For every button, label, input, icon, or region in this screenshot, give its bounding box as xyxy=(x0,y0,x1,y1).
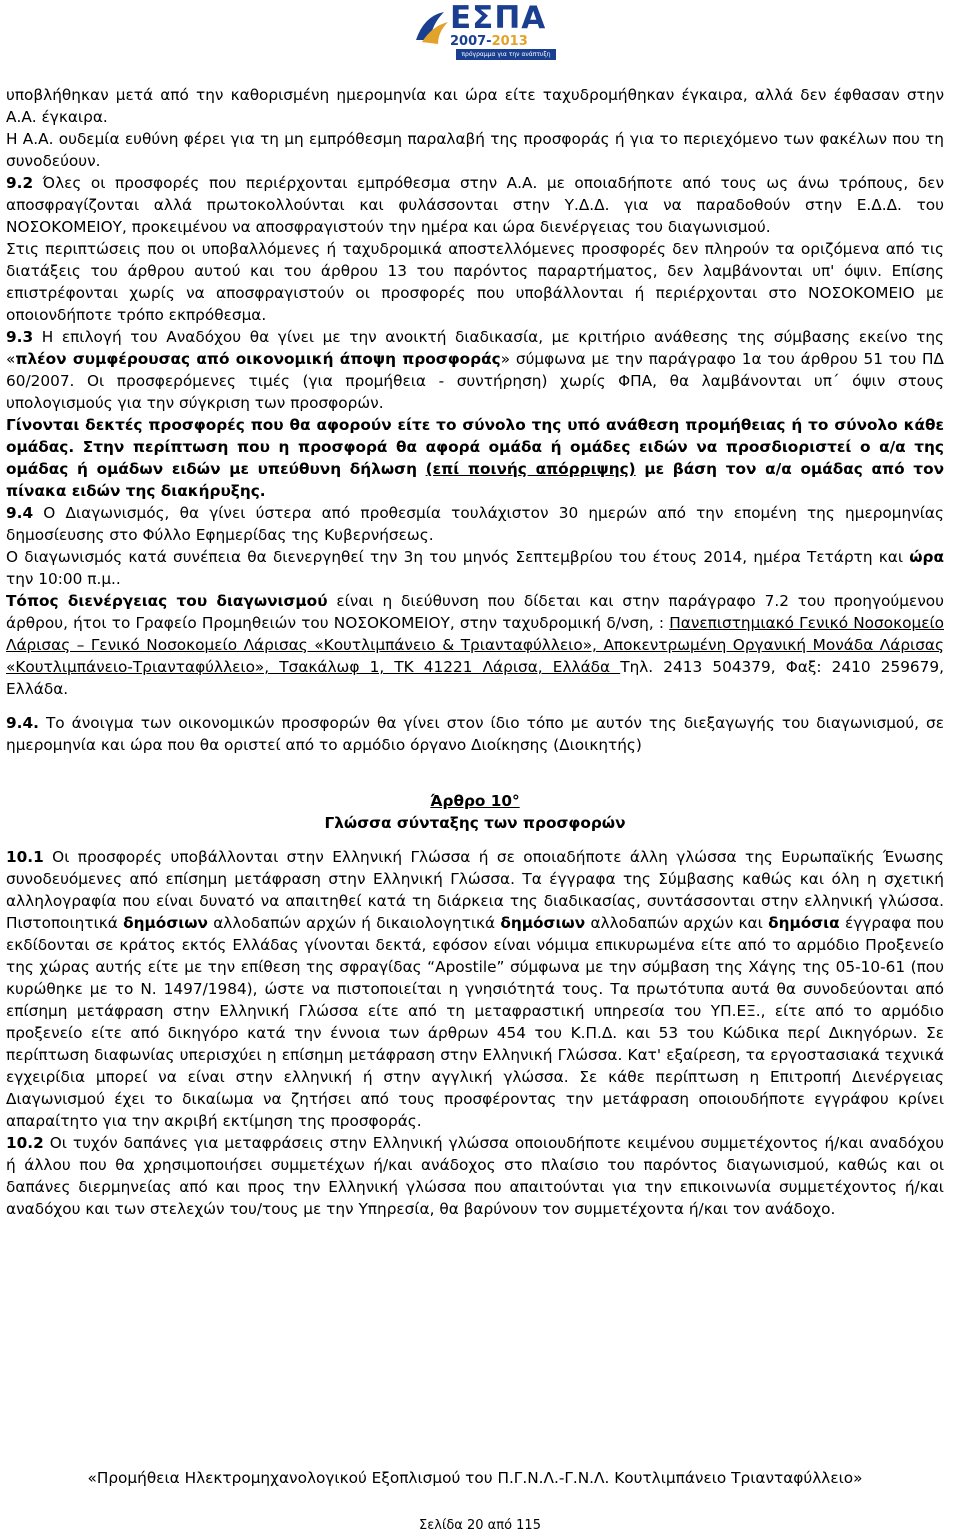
article-number: Άρθρο 10° xyxy=(430,792,520,810)
footer-project-title: «Προμήθεια Ηλεκτρομηχανολογικού Εξοπλισμού του Π.Γ.Ν.Λ.-Γ.Ν.Λ. Κουτλιμπάνειο Τριανταφύλλειο» xyxy=(87,1469,863,1487)
page-number: Σελίδα 20 από 115 xyxy=(419,1518,541,1533)
paragraph-9-4: 9.4 Ο Διαγωνισμός, θα γίνει ύστερα από προθεσμία τουλάχιστον 30 ημερών από την επομένη της ημερομηνίας δημοσίευσης στο Φύλλο Εφημερίδας της Κυβερνήσεως. xyxy=(6,504,944,544)
paragraph-9-3: 9.3 Η επιλογή του Αναδόχου θα γίνει με την ανοικτή διαδικασία, με κριτήριο ανάθεσης της σύμβασης εκείνο της «πλέον συμφέρουσας από οικονομική άποψη προσφοράς» σύμφωνα με την παράγραφο 1α του άρθρου 51 του ΠΔ 60/2007. Οι προσφερόμενες τιμές (για προμήθεια - συντήρηση) χωρίς ΦΠΑ, θα λαμβάνονται υπ΄ όψιν στους υπολογισμούς για την σύγκριση των προσφορών. xyxy=(6,328,944,412)
paragraph: Στις περιπτώσεις που οι υποβαλλόμενες ή ταχυδρομικά αποστελλόμενες προσφορές δεν πληρούν τα οριζόμενα από τις διατάξεις του άρθρου αυτού και του άρθρου 13 του παρόντος παραρτήματος, δεν λαμβάνονται υπ' όψιν. Επίσης επιστρέφονται χωρίς να αποσφραγιστούν οι προσφορές που υποβάλλονται ή περιέρχονται στο ΝΟΣΟΚΟΜΕΙΟ με οποιονδήποτε τρόπο εκπρόθεσμα. xyxy=(6,240,944,324)
paragraph-location: Τόπος διενέργειας του διαγωνισμού είναι η διεύθυνση που δίδεται και στην παράγραφο 7.2 του προηγούμενου άρθρου, ήτοι το Γραφείο Προμηθειών του ΝΟΣΟΚΟΜΕΙΟΥ, στην ταχυδρομική δ/νση, : Πανεπιστημιακό Γενικό Νοσοκομείο Λάρισας – Γενικό Νοσοκομείο Λάρισας «Κουτλιμπάνειο & Τριανταφύλλειο», Αποκεντρωμένη Οργανική Μονάδα Λάρισας «Κουτλιμπάνειο-Τριανταφύλλειο», Τσακάλωφ 1, ΤΚ 41221 Λάρισα, Ελλάδα Τηλ. 2413 504379, Φαξ: 2410 259679, Ελλάδα. xyxy=(6,592,944,698)
logo-text: ΕΣΠΑ xyxy=(450,0,547,36)
paragraph: Ο διαγωνισμός κατά συνέπεια θα διενεργηθεί την 3η του μηνός Σεπτεμβρίου του έτους 2014, ημέρα Τετάρτη και ώρα την 10:00 π.μ.. xyxy=(6,548,944,588)
logo-years: 2007-2013 xyxy=(450,34,528,49)
espa-emblem-icon xyxy=(410,6,450,46)
article-title: Γλώσσα σύνταξης των προσφορών xyxy=(324,814,626,832)
paragraph-bold: Γίνονται δεκτές προσφορές που θα αφορούν είτε το σύνολο της υπό ανάθεση προμήθειας ή το σύνολο κάθε ομάδας. Στην περίπτωση που η προσφορά θα αφορά ομάδα ή ομάδες ειδών να προσδιοριστεί ο α/α της ομάδας ή ομάδων ειδών με υπεύθυνη δήλωση (επί ποινής απόρριψης) με βάση τον α/α ομάδας από τον πίνακα ειδών της διακήρυξης. xyxy=(6,416,944,500)
document-body xyxy=(6,84,944,1220)
espa-logo xyxy=(410,0,560,62)
paragraph-9-4b: 9.4. Το άνοιγμα των οικονομικών προσφορών θα γίνει στον ίδιο τόπο με αυτόν της διεξαγωγής του διαγωνισμού, σε ημερομηνία και ώρα που θα οριστεί από το αρμόδιο όργανο Διοίκησης (Διοικητής) xyxy=(6,714,944,754)
paragraph: Η Α.Α. ουδεμία ευθύνη φέρει για τη μη εμπρόθεσμη παραλαβή της προσφοράς ή για το περιεχόμενο των φακέλων που τη συνοδεύουν. xyxy=(6,130,944,170)
paragraph-10-1: 10.1 Οι προσφορές υποβάλλονται στην Ελληνική Γλώσσα ή σε οποιαδήποτε άλλη γλώσσα της Ευρωπαϊκής Ένωσης συνοδευόμενες από επίσημη μετάφραση στην Ελληνική Γλώσσα. Τα έγγραφα της Σύμβασης καθώς και όλη η σχετική αλληλογραφία που είναι δυνατό να απαιτηθεί κατά τη διάρκεια της διαδικασίας, συντάσσονται στην ελληνική γλώσσα. Πιστοποιητικά δημόσιων αλλοδαπών αρχών ή δικαιολογητικά δημόσιων αλλοδαπών αρχών και δημόσια έγγραφα που εκδίδονται σε κράτος εκτός Ελλάδας γίνονται δεκτά, εφόσον είναι νόμιμα επικυρωμένα είτε από το αρμόδιο Προξενείο της χώρας αυτής είτε με την επίθεση της σφραγίδας “Apostile” σύμφωνα με την σύμβαση της Χάγης της 05-10-61 (που κυρώθηκε με το Ν. 1497/1984), ώστε να πιστοποιείται η γνησιότητά τους. Τα πρωτότυπα αυτά θα συνοδεύονται από επίσημη μετάφραση στην Ελληνική Γλώσσα είτε από τη μεταφραστική υπηρεσία του ΥΠ.ΕΞ., είτε από το αρμόδιο προξενείο είτε από δικηγόρο κατά την έννοια των άρθρων 454 του Κ.Π.Δ. και 53 του Κώδικα περί Δικηγόρων. Σε περίπτωση διαφωνίας υπερισχύει η επίσημη μετάφραση στην Ελληνική Γλώσσα. Κατ' εξαίρεση, τα εργοστασιακά τεχνικά εγχειρίδια μπορεί να είναι στην ελληνική ή στην αγγλική γλώσσα. Σε κάθε περίπτωση η Επιτροπή Διενέργειας Διαγωνισμού έχει το δικαίωμα να ζητήσει από τους προσφέροντας την μετάφραση οποιουδήποτε εγγράφου κρίνει απαραίτητο για την ακριβή εκτίμηση της προσφοράς. xyxy=(6,848,944,1130)
logo-tagline: πρόγραμμα για την ανάπτυξη xyxy=(456,49,556,60)
paragraph: υποβλήθηκαν μετά από την καθορισμένη ημερομηνία και ώρα είτε ταχυδρομήθηκαν έγκαιρα, αλλά δεν έφθασαν στην Α.Α. έγκαιρα. xyxy=(6,86,944,126)
paragraph-10-2: 10.2 Οι τυχόν δαπάνες για μεταφράσεις στην Ελληνική γλώσσα οποιουδήποτε κειμένου συμμετέχοντος ή/και αναδόχου ή άλλου που θα χρησιμοποιήσει συμμετέχων ή/και ανάδοχος στο πλαίσιο του παρόντος διαγωνισμού, καθώς και οι δαπάνες διερμηνείας από και προς την Ελληνική γλώσσα που απαιτούνται για την επικοινωνία συμμετέχοντος ή/και αναδόχου και των στελεχών του/τους με την Υπηρεσία, θα βαρύνουν τον συμμετέχοντα ή/και τον ανάδοχο. xyxy=(6,1134,944,1218)
paragraph-9-2: 9.2 Όλες οι προσφορές που περιέρχονται εμπρόθεσμα στην Α.Α. με οποιαδήποτε από τους ως άνω τρόπους, δεν αποσφραγίζονται αλλά πρωτοκολλούνται και φυλάσσονται στην Υ.Δ.Δ. για να παραδοθούν στην Ε.Δ.Δ. του ΝΟΣΟΚΟΜΕΙΟΥ, προκειμένου να αποσφραγιστούν την ημέρα και ώρα διενέργειας του διαγωνισμού. xyxy=(6,174,944,236)
